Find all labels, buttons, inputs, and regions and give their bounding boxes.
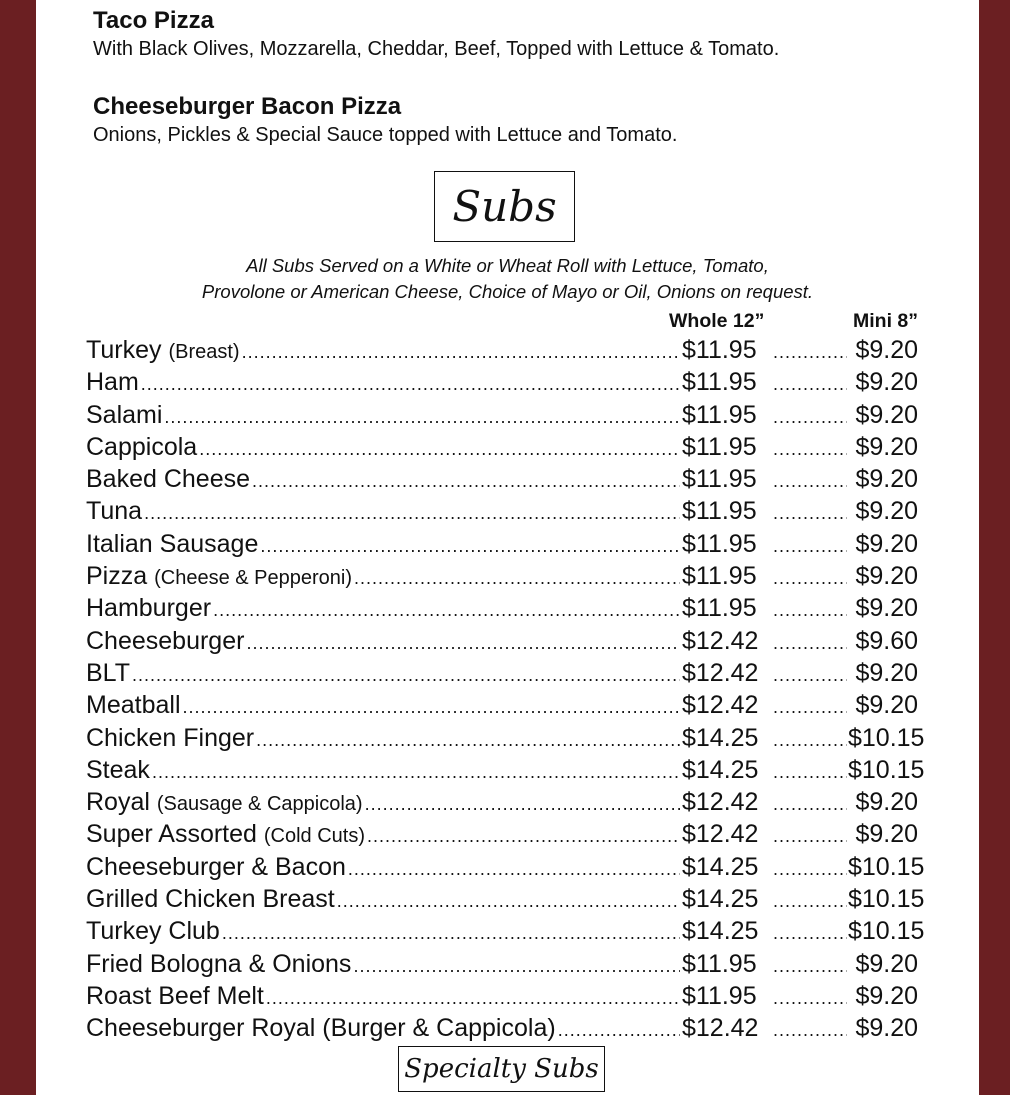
sub-name-text: Cheeseburger Royal (Burger & Cappicola) [86,1014,556,1043]
column-header-whole: Whole 12” [669,310,765,332]
sub-row [86,594,918,626]
specialty-subs-title: Specialty Subs [398,1046,605,1092]
price-whole: $14.25 [682,755,759,784]
dot-leader [773,917,847,946]
dot-leader [773,659,847,688]
price-whole: $12.42 [682,658,759,687]
sub-row [86,691,918,723]
sub-name [86,788,363,817]
item-name: Taco Pizza [93,7,214,34]
dot-leader [773,950,847,979]
sub-row [86,562,918,594]
dot-leader [164,401,680,430]
price-mini: $9.20 [855,368,918,397]
price-mini: $9.20 [855,981,918,1010]
dot-leader [141,368,680,397]
sub-row [86,852,925,885]
price-whole: $11.95 [682,368,757,397]
dot-leader [365,788,680,817]
dot-leader [773,368,847,397]
sub-name-text: Cheeseburger [86,626,245,655]
sub-name-text: Baked Cheese [86,465,251,494]
column-header-mini: Mini 8” [853,310,919,332]
sub-row [86,982,918,1014]
sub-name [86,756,150,785]
sub-row [86,530,918,562]
dot-leader [199,433,680,462]
price-mini: $9.20 [855,562,918,591]
price-mini: $9.20 [855,497,918,526]
sub-row [86,723,925,756]
dot-leader [252,465,680,494]
dot-leader [773,465,847,494]
sub-row [86,465,918,497]
sub-name-text: Ham [86,368,139,397]
price-mini: $9.20 [855,949,918,978]
sub-name [86,885,335,914]
sub-name-text: Fried Bologna & Onions [86,949,352,978]
dot-leader [222,917,680,946]
sub-name-text: BLT [86,658,130,687]
item-name: Cheeseburger Bacon Pizza [93,93,402,120]
sub-name [86,465,250,494]
sub-name-text: Cappicola [86,432,198,461]
price-whole: $12.42 [682,820,759,849]
price-whole: $11.95 [682,432,757,461]
dot-leader [773,530,847,559]
price-mini: $10.15 [848,852,925,881]
item-description: With Black Olives, Mozzarella, Cheddar, Beef, Topped with Lettuce & Tomato. [93,38,780,60]
sub-name-text: Cheeseburger & Bacon [86,852,346,881]
sub-name-text: Chicken Finger [86,723,255,752]
sub-row [86,885,925,917]
sub-row [86,788,918,820]
dot-leader [348,853,680,882]
price-whole: $11.95 [682,949,757,978]
sub-name [86,594,211,623]
dot-leader [773,497,847,526]
menu-page [36,0,979,1095]
subs-note-line-1: All Subs Served on a White or Wheat Roll with Lettuce, Tomato, [246,255,769,276]
sub-row [86,401,918,433]
price-mini: $9.20 [855,820,918,849]
dot-leader [773,885,847,914]
price-mini: $9.20 [855,529,918,558]
sub-name-text: Turkey Club [86,917,220,946]
dot-leader [144,497,680,526]
sub-name [86,497,142,526]
price-whole: $12.42 [682,788,759,817]
sub-name [86,433,197,462]
price-whole: $11.95 [682,400,757,429]
dot-leader [773,562,847,591]
menu-item-taco-pizza [93,8,779,61]
sub-name [86,691,181,720]
sub-row [86,820,918,852]
dot-leader [367,820,680,849]
price-mini: $9.60 [855,626,918,655]
sub-qualifier: (Cheese & Pepperoni) [154,567,352,590]
sub-name [86,853,346,882]
sub-name [86,368,139,397]
sub-name-text: Grilled Chicken Breast [86,885,335,914]
price-mini: $9.20 [855,1014,918,1043]
sub-qualifier: (Cold Cuts) [263,825,366,848]
sub-name [86,724,254,753]
sub-name [86,982,264,1011]
dot-leader [152,756,680,785]
dot-leader [353,950,680,979]
sub-row [86,755,925,788]
sub-row [86,497,918,529]
dot-leader [246,627,680,656]
dot-leader [337,885,680,914]
sub-row [86,1014,918,1046]
sub-name-text: Hamburger [86,594,212,623]
dot-leader [773,756,847,785]
sub-name-text: Steak [86,755,150,784]
sub-name [86,1014,556,1043]
dot-leader [183,691,681,720]
price-whole: $14.25 [682,885,759,914]
sub-name-text: Salami [86,400,163,429]
sub-name [86,336,240,365]
dot-leader [773,336,847,365]
sub-row [86,433,918,465]
sub-name-text: Meatball [86,691,181,720]
dot-leader [213,594,680,623]
sub-name [86,401,162,430]
dot-leader [773,627,847,656]
price-whole: $12.42 [682,691,759,720]
sub-qualifier: (Breast) [168,341,240,363]
price-whole: $11.95 [682,562,757,591]
subs-section-title: Subs [434,171,575,242]
item-description: Onions, Pickles & Special Sauce topped with Lettuce and Tomato. [93,124,678,146]
subs-note-line-2: Provolone or American Cheese, Choice of Mayo or Oil, Onions on request. [201,281,814,302]
menu-item-cheeseburger-bacon-pizza [93,94,677,147]
sub-name [86,627,244,656]
price-whole: $11.95 [682,529,757,558]
sub-name-text: Pizza [86,562,148,591]
sub-name-text: Royal [86,788,150,817]
dot-leader [773,724,847,753]
dot-leader [773,820,847,849]
price-mini: $10.15 [848,917,925,946]
price-mini: $10.15 [848,755,925,784]
price-mini: $9.20 [855,336,918,364]
sub-name-text: Italian Sausage [86,529,259,558]
dot-leader [256,724,680,753]
sub-name [86,820,365,849]
sub-row [86,627,918,659]
sub-name-text: Turkey [86,336,162,364]
dot-leader [354,562,680,591]
dot-leader [773,1014,847,1043]
price-whole: $11.95 [682,594,757,623]
price-mini: $9.20 [855,788,918,817]
sub-name [86,562,352,591]
sub-row [86,336,918,368]
price-whole: $14.25 [682,852,759,881]
price-mini: $9.20 [855,691,918,720]
sub-row [86,917,925,949]
dot-leader [773,691,847,720]
dot-leader [266,982,680,1011]
sub-name [86,917,220,946]
dot-leader [132,659,680,688]
price-mini: $9.20 [855,432,918,461]
price-whole: $14.25 [682,917,759,946]
subs-price-list [86,336,925,1047]
sub-row [86,368,918,400]
price-whole: $11.95 [682,465,757,494]
price-mini: $9.20 [855,465,918,494]
dot-leader [773,433,847,462]
dot-leader [773,853,847,882]
price-whole: $12.42 [682,626,759,655]
dot-leader [260,530,680,559]
dot-leader [773,982,847,1011]
price-mini: $10.15 [848,885,925,914]
dot-leader [773,594,847,623]
price-whole: $11.95 [682,981,757,1010]
sub-name-text: Super Assorted [86,820,257,849]
price-whole: $11.95 [682,336,757,364]
sub-qualifier: (Sausage & Cappicola) [156,793,363,816]
price-mini: $10.15 [848,723,925,752]
dot-leader [242,336,680,365]
price-mini: $9.20 [855,658,918,687]
dot-leader [773,788,847,817]
price-whole: $14.25 [682,723,759,752]
sub-name-text: Roast Beef Melt [86,981,264,1010]
sub-name [86,530,258,559]
price-mini: $9.20 [855,594,918,623]
sub-name [86,659,130,688]
sub-name [86,950,351,979]
sub-name-text: Tuna [86,497,143,526]
price-whole: $11.95 [682,497,757,526]
dot-leader [558,1014,680,1043]
price-whole: $12.42 [682,1014,759,1043]
price-mini: $9.20 [855,400,918,429]
sub-row [86,950,918,982]
dot-leader [773,401,847,430]
sub-row [86,659,918,691]
